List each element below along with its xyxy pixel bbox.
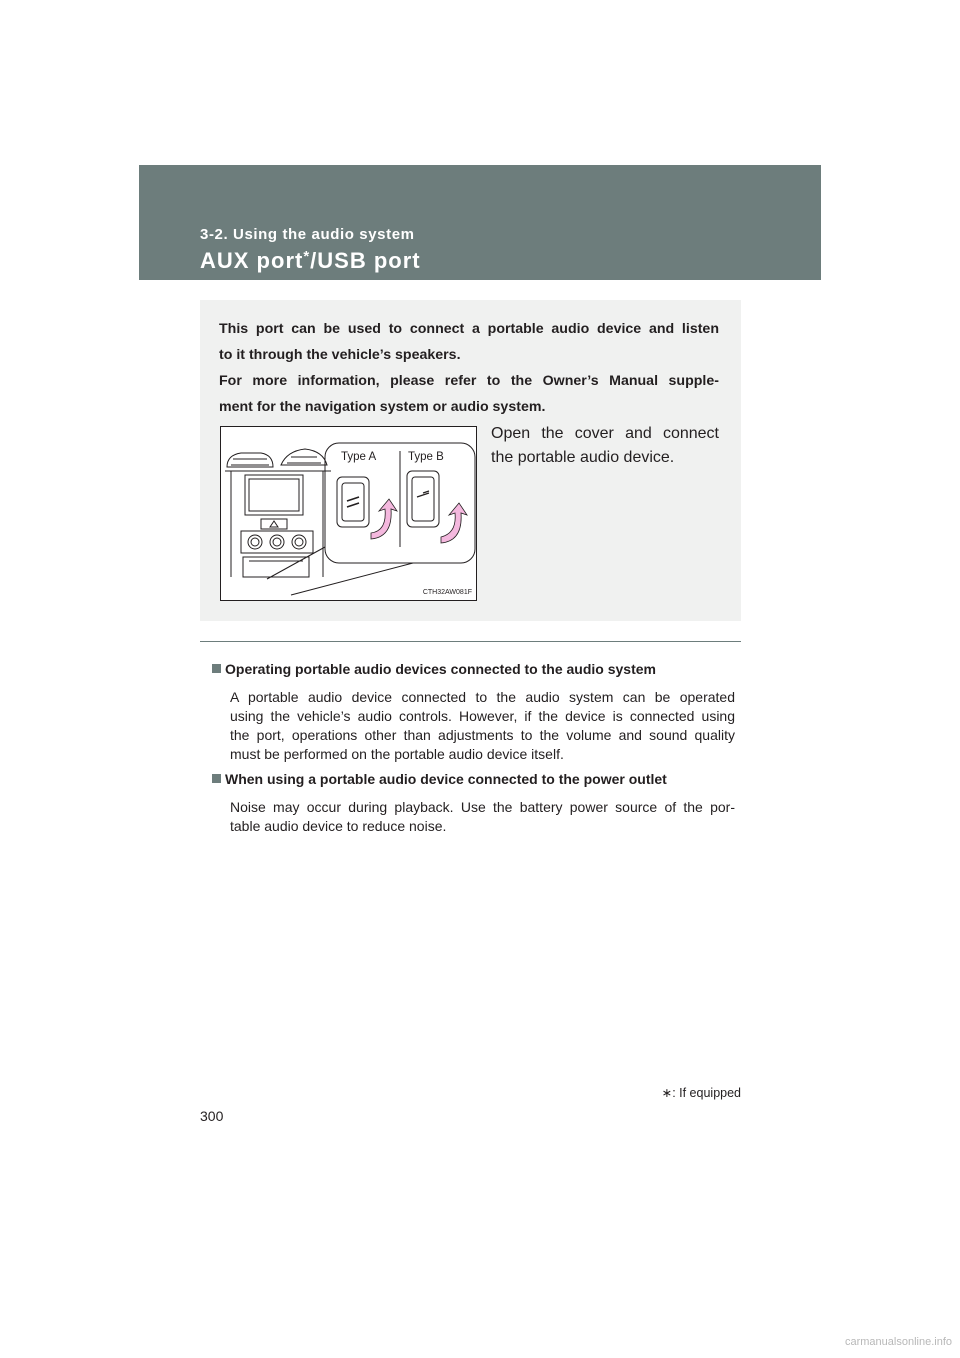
title-asterisk: *: [303, 248, 311, 265]
page-title: [200, 248, 421, 274]
instruction-text: [491, 422, 719, 470]
note-line: A portable audio device connected to the audio system can be operated: [230, 689, 735, 705]
square-bullet-icon: [212, 774, 221, 783]
note-heading-text: When using a portable audio device connected to the power outlet: [225, 771, 667, 787]
page-title-suffix: /USB port: [310, 248, 421, 273]
square-bullet-icon: [212, 664, 221, 673]
section-label: 3-2. Using the audio system: [200, 226, 415, 243]
intro-text: [219, 316, 719, 420]
divider: [200, 641, 741, 642]
instruction-line: Open the cover and connect: [491, 425, 719, 442]
instruction-line: the portable audio device.: [491, 449, 675, 466]
intro-line: This port can be used to connect a portable audio device and listen: [219, 321, 719, 337]
note-heading: [212, 661, 656, 677]
type-b-label: Type B: [408, 451, 444, 463]
watermark: carmanualsonline.info: [844, 1336, 952, 1348]
note-line: table audio device to reduce noise.: [230, 818, 447, 834]
figure-code: CTH32AW081F: [422, 589, 472, 596]
page-title-text: AUX port: [200, 248, 304, 273]
intro-line: to it through the vehicle’s speakers.: [219, 347, 461, 363]
intro-line: For more information, please refer to the Owner’s Manual supple-: [219, 373, 719, 389]
note-line: Noise may occur during playback. Use the battery power source of the por-: [230, 799, 735, 815]
note-line: must be performed on the portable audio device itself.: [230, 746, 564, 762]
page-number: 300: [200, 1108, 224, 1124]
note-line: the port, operations other than adjustments to the volume and sound quality: [230, 727, 735, 743]
note-line: using the vehicle’s audio controls. However, if the device is connected using: [230, 708, 735, 724]
type-a-label: Type A: [341, 451, 377, 463]
note-heading-text: Operating portable audio devices connected to the audio system: [225, 661, 656, 677]
intro-line: ment for the navigation system or audio system.: [219, 399, 546, 415]
footnote: ∗: If equipped: [661, 1086, 741, 1100]
note-heading: [212, 771, 667, 787]
note-body: [230, 798, 735, 836]
port-illustration: [220, 426, 477, 601]
note-body: [230, 688, 735, 764]
